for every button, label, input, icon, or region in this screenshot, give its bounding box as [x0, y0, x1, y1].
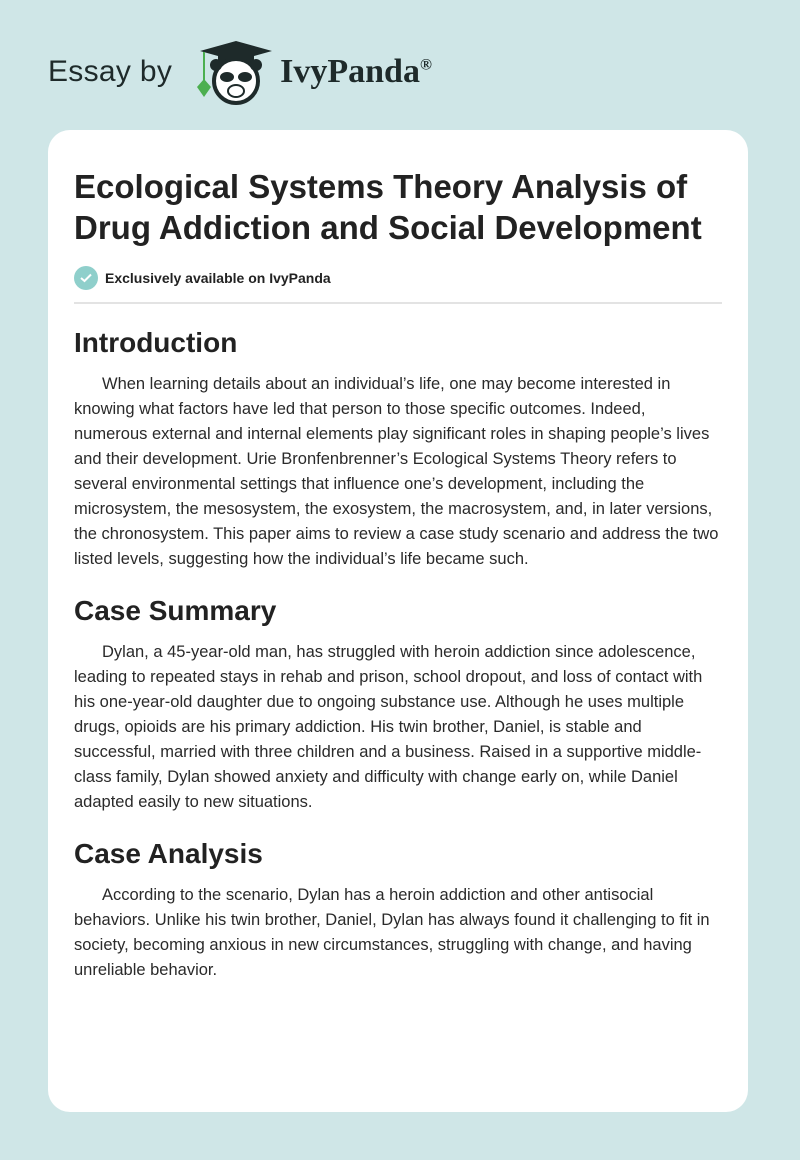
section-paragraph: According to the scenario, Dylan has a heroin addiction and other antisocial behaviors. Unlike his twin brother, Daniel, Dylan has always found it challenging to fit in society, becoming anxious in new circumstances, struggling with change, and having unreliable behavior.	[74, 886, 710, 979]
ivypanda-logo-icon[interactable]	[192, 37, 276, 107]
section-paragraph: Dylan, a 45-year-old man, has struggled with heroin addiction since adolescence, leading to repeated stays in rehab and prison, school dropout, and loss of contact with his one-year-old daughter due to ongoing substance use. Although he uses multiple drugs, opioids are his primary addiction. His twin brother, Daniel, is stable and successful, married with three children and a business. Raised in a supportive middle-class family, Dylan showed anxiety and difficulty with change early on, while Daniel adapted easily to new situations.	[74, 643, 703, 811]
exclusive-badge-label: Exclusively available on IvyPanda	[105, 270, 331, 286]
check-icon	[74, 266, 98, 290]
brand-header	[48, 40, 432, 104]
section-heading: Introduction	[74, 327, 238, 358]
divider	[74, 302, 722, 304]
essay-card	[48, 130, 748, 1112]
ivypanda-wordmark: IvyPanda®	[280, 53, 432, 90]
section-paragraph: When learning details about an individual’s life, one may become interested in knowing what factors have led that person to those specific outcomes. Indeed, numerous external and internal elements play significant roles in shaping people’s lives and their development. Urie Bronfenbrenner’s Ecological Systems Theory refers to several environmental settings that influence one’s development, including the microsystem, the mesosystem, the exosystem, the macrosystem, and, in later versions, the chronosystem. This paper aims to review a case study scenario and address the two listed levels, suggesting how the individual’s life became such.	[74, 375, 719, 568]
section-heading: Case Analysis	[74, 838, 263, 869]
section-heading: Case Summary	[74, 595, 277, 626]
essay-by-label: Essay by	[48, 55, 173, 88]
essay-title: Ecological Systems Theory Analysis of Drug Addiction and Social Development	[74, 168, 702, 246]
exclusive-badge	[74, 266, 722, 290]
